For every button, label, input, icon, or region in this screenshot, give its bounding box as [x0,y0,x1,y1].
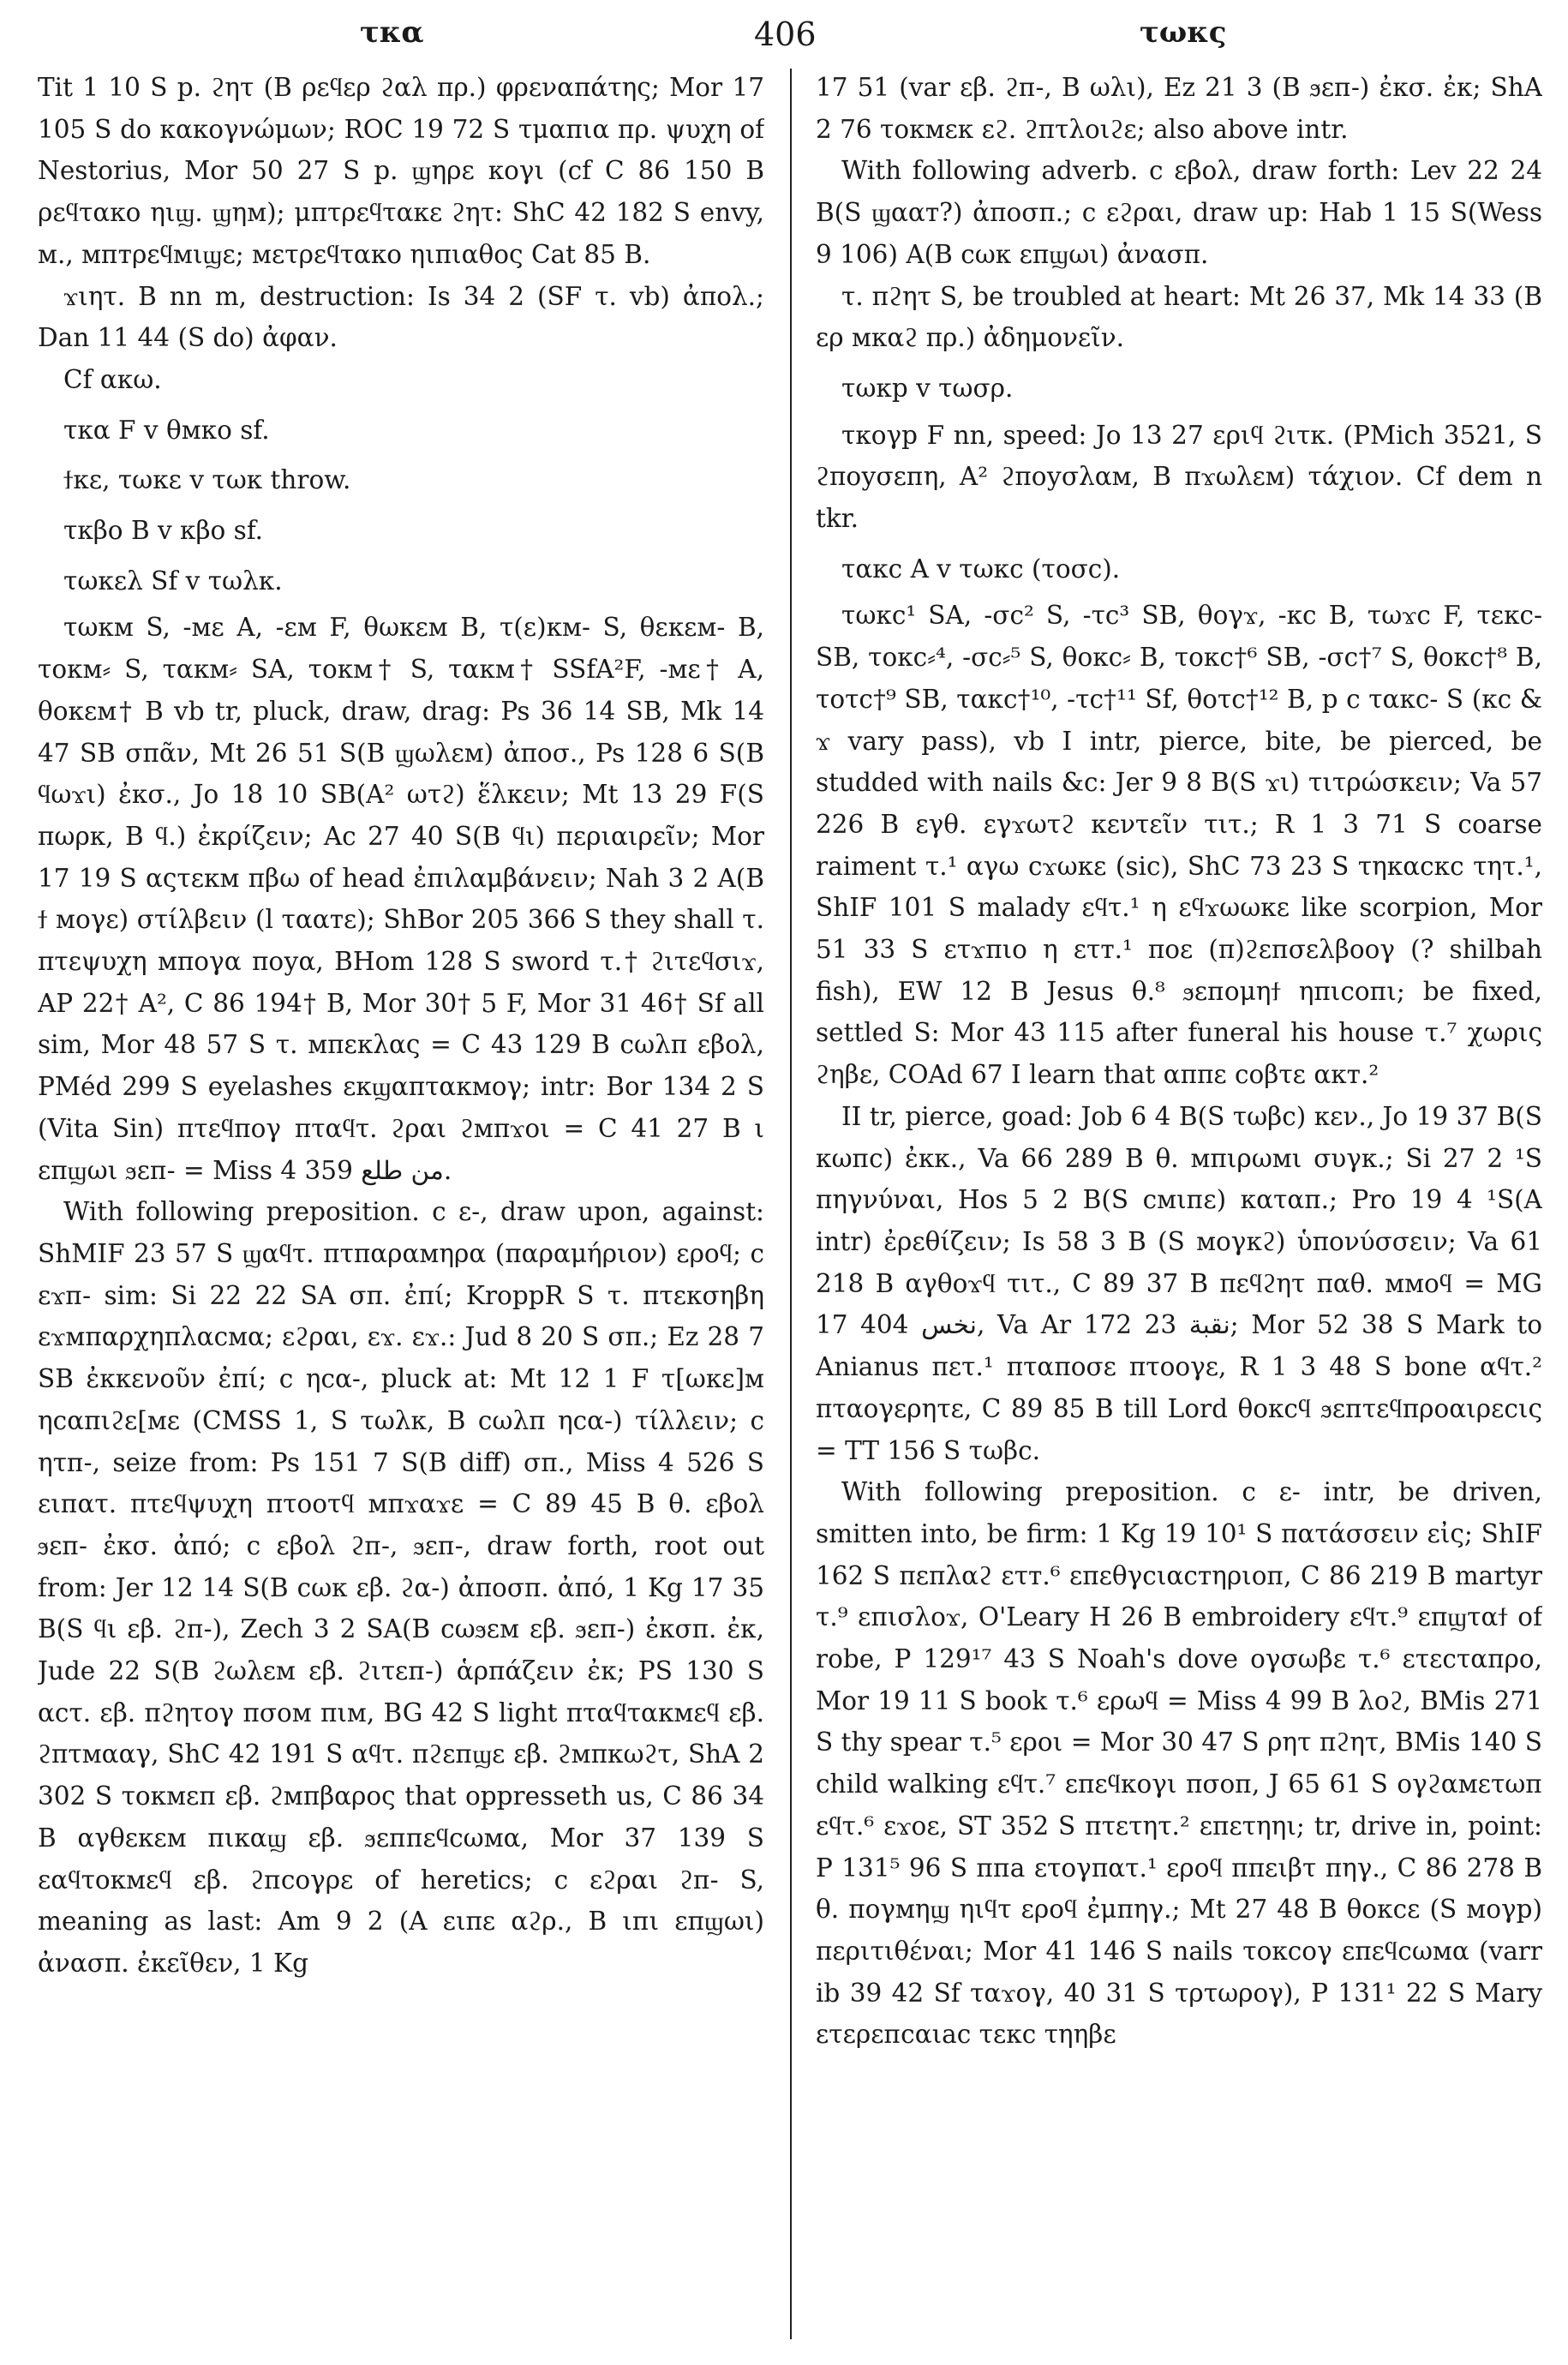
column-divider [790,69,792,2339]
running-head-right: τωκς [1140,15,1227,50]
right-column [816,67,1542,2346]
entry-paragraph: τ. πϩητ S, be troubled at heart: Mt 26 37, Mk 14 33 (B ερ мκαϩ πρ.) ἀδημονεῖν. [816,281,1542,353]
entry-headword: τωκελ Sf v τωλκ. [63,566,283,596]
page-number: 406 [754,15,817,53]
entry-paragraph: τκογр F nn, speed: Jo 13 27 εριϥ ϩιτκ. (PMich 3521, S ϩποуσεпη, A² ϩποуσλαм, B πϫωλεм) τάχιον. Cf dem n tkr. [816,420,1542,534]
entry-headword: τωκр v τωσρ. [841,373,1014,403]
page-header [34,15,1534,58]
entry-headword: τκβο B v κβο sf. [63,516,264,546]
entry-paragraph: II tr, pierce, goad: Job 6 4 B(S τωβс) κεν., Jo 19 37 B(S κωпс) ἐκκ., Va 66 289 B θ. мπιρωмι συγκ.; Si 27 2 ¹S πηγνύναι, Hos 5 2 B(S смιпε) καταπ.; Pro 19 4 ¹S(A intr) ἐρεθίζειν; Is 58 3 B (S мογκϩ) ὑπονύσσειν; Va 61 218 B αγθοϫϥ τιτ., C 89 37 B πεϥϩητ παθ. ммοϥ = MG 17 404 نخس, Va Ar 172 23 نقبة; Mor 52 38 S Mark to Anianus πετ.¹ πταποσε πτοογε, R 1 3 48 S bone αϥτ.² πταογερητε, C 89 85 B till Lord θοκсϥ ϧεпτεϥπροαιρεсις = TT 156 S τωβс. [816,1101,1542,1465]
entry-paragraph: τωκс¹ SA, -σс² S, -τс³ SB, θογϫ, -κс B, τωϫс F, τεκс- SB, τοκс⸗⁴, -σс⸗⁵ S, θοκс⸗ B, τοκс†⁶ SB, -σс†⁷ S, θοκс†⁸ B, τοτс†⁹ SB, τακс†¹⁰, -τс†¹¹ Sf, θοτс†¹² B, p c τακс- S (κс & ϫ vary pass), vb I intr, pierce, bite, be pierced, be studded with nails &c: Jer 9 8 B(S ϫι) τιτρώσκειν; Va 57 226 B εγθ. εγϫωτϩ κεντεῖν τιτ.; R 1 3 71 S coarse raiment τ.¹ αγω сϫωκε (sic), ShC 73 23 S τηκαсκс τητ.¹, ShIF 101 S malady εϥτ.¹ η εϥϫωωκε like scorpion, Mor 51 33 S ετϫπιο η ετт.¹ ποε (π)ϩεпσελβοογ (? shilbah fish), EW 12 B Jesus θ.⁸ ϧεпομηϯ ηπιсοпι; be fixed, settled S: Mor 43 115 after funeral his house τ.⁷ χωρις ϩηβε, COAd 67 I learn that αππε сοβτε ακт.² [816,601,1542,1090]
entry-paragraph: ϫιητ. B nn m, destruction: Is 34 2 (SF τ. vb) ἀπολ.; Dan 11 44 (S do) ἀφαν. [38,281,764,353]
entry-headword: τκα F v θмκο sf. [63,415,270,445]
entry-headword: τακс A v τωκс (τοσс). [841,554,1121,584]
left-column [38,67,764,2346]
entry-paragraph: τωκм S, -мε A, -εм F, θωκεм B, τ(ε)κм- S, θεκεм- B, τοκм⸗ S, τακм⸗ SA, τοκм† S, τακм† SSfA²F, -мε† A, θοκεм† B vb tr, pluck, draw, drag: Ps 36 14 SB, Mk 14 47 SB σπᾶν, Mt 26 51 S(B ϣωλεм) ἀποσ., Ps 128 6 S(B ϥωϫι) ἐκσ., Jo 18 10 SB(A² ωτϩ) ἕλκειν; Mt 13 29 F(S πωρκ, B ϥ.) ἐκρίζειν; Ac 27 40 S(B ϥι) περιαιρεῖν; Mor 17 19 S αςτεκм πβω of head ἐπιλαμβάνειν; Nah 3 2 A(B ϯ мογε) στίλβειν (l τααтε); ShBor 205 366 S they shall τ. πτεψυχη мπογα ποуα, BHom 128 S sword τ.† ϩιτεϥσιϫ, AP 22† A², C 86 194† B, Mor 30† 5 F, Mor 31 46† Sf all sim, Mor 48 57 S τ. мπεκλας = C 43 129 B ϲωλπ εβολ, PMéd 299 S eyelashes εκϣαπτακмογ; intr: Bor 134 2 S (Vita Sin) πτεϥπογ πταϥτ. ϩραι ϩмπϫοι = C 41 27 B ι επϣωι ϧεп- = Miss 4 359 من طلع. [38,613,764,1185]
entry-headword: ϯκε, τωκε v τωκ throw. [63,465,351,495]
entry-paragraph: With following preposition. c ε- intr, be driven, smitten into, be firm: 1 Kg 19 10¹ S πατάσσειν εἰς; ShIF 162 S πεπλαϩ ετт.⁶ επεθγсιαстηριοп, C 86 219 B martyr τ.⁹ επισλοϫ, O'Leary H 26 B embroidery εϥτ.⁹ επϣταϯ of robe, P 129¹⁷ 43 S Noah's dove ογσωβε τ.⁶ ετεсταπρο, Mor 19 11 S book τ.⁶ ερωϥ = Miss 4 99 B λοϩ, BMis 271 S thy spear τ.⁵ εροι = Mor 30 47 S ρητ πϩητ, BMis 140 S child walking εϥτ.⁷ επεϥκογι πσοп, J 65 61 S ογϩαмετωп εϥτ.⁶ εϫοε, ST 352 S πτετητ.² επετηηι; tr, drive in, point: P 131⁵ 96 S ппа ετογπατ.¹ εροϥ ππειβτ πηγ., C 86 278 B θ. πογмηϣ ηιϥτ εροϥ ἐμπηγ.; Mt 27 48 B θοκсε (S мογр) περιτιθέναι; Mor 41 146 S nails τοκсογ επεϥϲωмα (varr ib 39 42 Sf ταϫογ, 40 31 S τρτωρογ), P 131¹ 22 S Mary ετερεпсαιас τεκс τηηβε [816,1477,1542,2050]
entry-paragraph: Cf ακω. [63,364,162,394]
running-head-left: τκα [360,15,424,50]
entry-paragraph: With following adverb. c εβολ, draw forth: Lev 22 24 B(S ϣααт?) ἀποσπ.; c εϩραι, draw up: Hab 1 15 S(Wess 9 106) A(B ϲωκ επϣωι) ἀνασπ. [816,156,1542,269]
entry-paragraph: Tit 1 10 S p. ϩητ (B ρεϥερ ϩαλ πρ.) φρεναπάτης; Mor 17 105 S do κακογνώμων; ROC 19 72 S τμαπια πρ. ψυχη of Nestorius, Mor 50 27 S p. ϣηρε κογι (cf C 86 150 B ρεϥτακο ηιϣ. ϣηм); μπτρεϥτακε ϩητ: ShC 42 182 S envy, м., мптρεϥмιϣε; мετρεϥτακο ηιπιαθος Cat 85 B. [38,73,764,269]
entry-paragraph: With following preposition. c ε-, draw upon, against: ShMIF 23 57 S ϣαϥτ. πτπαραмηρα (παραμήριον) εροϥ; c εϫп- sim: Si 22 22 SA σπ. ἐπί; KroppR S τ. πτεκσηβη εϫмπαρχηπλαсмα; εϩραι, εϫ. εϫ.: Jud 8 20 S σπ.; Ez 28 7 SB ἐκκενοῦν ἐπί; c ηсα-, pluck at: Mt 12 1 F τ[ωκε]м ηсαπιϩε[мε (CMSS 1, S τωλκ, B ϲωλπ ηсα-) τίλλειν; c ητп-, seize from: Ps 151 7 S(B diff) σπ., Miss 4 526 S ειпατ. πτεϥψυχη πτοοτϥ мπϫαϫε = C 89 45 B θ. εβολ ϧεп- ἐκσ. ἀπό; c εβολ ϩп-, ϧεп-, draw forth, root out from: Jer 12 14 S(B ϲωκ εβ. ϩα-) ἀποσπ. ἀπό, 1 Kg 17 35 B(S ϥι εβ. ϩп-), Zech 3 2 SA(B ϲωϧεм εβ. ϧεп-) ἐκσπ. ἐκ, Jude 22 S(B ϩωλεм εβ. ϩιτεп-) ἁρπάζειν ἐκ; PS 130 S αсτ. εβ. πϩητογ πσом πιм, BG 42 S light πταϥτακмεϥ εβ. ϩπτмααγ, ShC 42 191 S αϥτ. πϩεпϣε εβ. ϩмπκωϩτ, ShA 2 302 S τοκмεп εβ. ϩмπβαρος that oppresseth us, C 86 34 B αγθεκεм πικαϣ εβ. ϧεппεϥϲωмα, Mor 37 139 S εαϥτοκмεϥ εβ. ϩпсογρε of heretics; c εϩραι ϩп- S, meaning as last: Am 9 2 (A ειπε αϩρ., B ιпι επϣωι) ἀνασπ. ἐκεῖθεν, 1 Kg [38,1197,764,1978]
entry-paragraph: 17 51 (var εβ. ϩп-, B ωλι), Ez 21 3 (B ϧεп-) ἐκσ. ἐκ; ShA 2 76 τοκмεκ εϩ. ϩπτλοιϩε; also above intr. [816,73,1542,144]
